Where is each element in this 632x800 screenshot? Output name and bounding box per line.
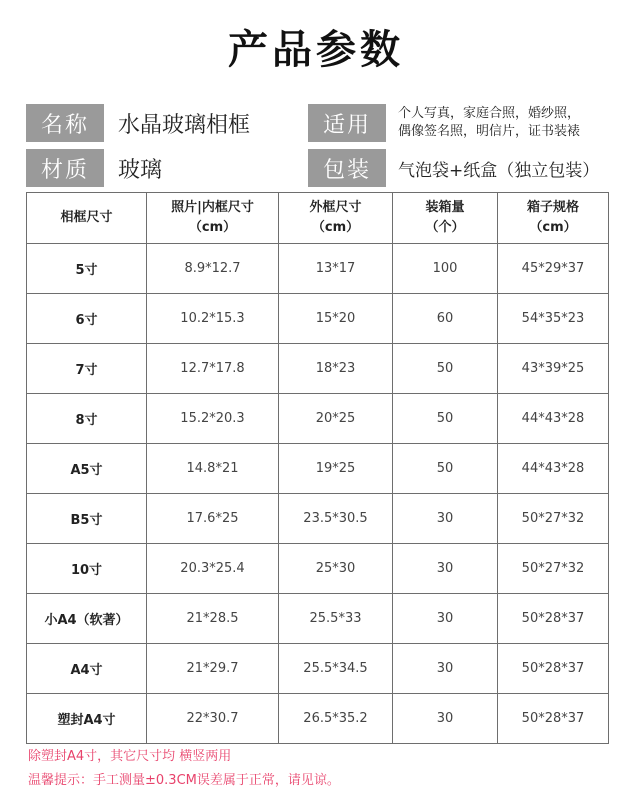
table-row bbox=[27, 594, 609, 644]
table-row bbox=[27, 494, 609, 544]
table-cell: 7寸 bbox=[27, 344, 147, 394]
name-value: 水晶玻璃相框 bbox=[118, 112, 251, 138]
table-cell: 14.8*21 bbox=[147, 444, 279, 494]
table-cell: 50*28*37 bbox=[498, 594, 609, 644]
table-row bbox=[27, 694, 609, 744]
table-cell: 19*25 bbox=[279, 444, 393, 494]
table-row bbox=[27, 444, 609, 494]
table-row bbox=[27, 644, 609, 694]
table-cell: 18*23 bbox=[279, 344, 393, 394]
table-cell: 50 bbox=[393, 394, 498, 444]
package-value: 气泡袋+纸盒（独立包装） bbox=[398, 160, 600, 181]
table-cell: 塑封A4寸 bbox=[27, 694, 147, 744]
table-cell: 25.5*33 bbox=[279, 594, 393, 644]
table-cell: 21*29.7 bbox=[147, 644, 279, 694]
table-cell: 100 bbox=[393, 244, 498, 294]
table-cell: 5寸 bbox=[27, 244, 147, 294]
table-cell: 30 bbox=[393, 644, 498, 694]
table-cell: 45*29*37 bbox=[498, 244, 609, 294]
table-cell: 20.3*25.4 bbox=[147, 544, 279, 594]
apply-label: 适用 bbox=[308, 104, 386, 142]
table-cell: 50 bbox=[393, 444, 498, 494]
header-outer-size: 外框尺寸 （cm） bbox=[279, 193, 393, 244]
header-box-qty: 装箱量 （个） bbox=[393, 193, 498, 244]
table-cell: 44*43*28 bbox=[498, 394, 609, 444]
header-frame-size: 相框尺寸 bbox=[27, 193, 147, 244]
material-value: 玻璃 bbox=[118, 157, 163, 183]
apply-value bbox=[398, 104, 580, 142]
table-cell: 30 bbox=[393, 544, 498, 594]
table-cell: 15.2*20.3 bbox=[147, 394, 279, 444]
note-tolerance: 温馨提示：手工测量±0.3CM误差属于正常，请见谅。 bbox=[28, 773, 340, 788]
table-cell: 50*27*32 bbox=[498, 544, 609, 594]
table-cell: 50*28*37 bbox=[498, 644, 609, 694]
note-orientation: 除塑封A4寸，其它尺寸均 横竖两用 bbox=[28, 749, 232, 764]
table-cell: 6寸 bbox=[27, 294, 147, 344]
table-cell: 13*17 bbox=[279, 244, 393, 294]
table-cell: 60 bbox=[393, 294, 498, 344]
table-cell: 25.5*34.5 bbox=[279, 644, 393, 694]
table-cell: 30 bbox=[393, 694, 498, 744]
table-cell: 50*28*37 bbox=[498, 694, 609, 744]
table-cell: 12.7*17.8 bbox=[147, 344, 279, 394]
table-header-row bbox=[27, 193, 609, 244]
table-cell: 44*43*28 bbox=[498, 444, 609, 494]
table-cell: 10.2*15.3 bbox=[147, 294, 279, 344]
table-cell: 30 bbox=[393, 594, 498, 644]
package-label: 包装 bbox=[308, 149, 386, 187]
table-cell: 10寸 bbox=[27, 544, 147, 594]
header-box-spec: 箱子规格 （cm） bbox=[498, 193, 609, 244]
table-row bbox=[27, 544, 609, 594]
name-label: 名称 bbox=[26, 104, 104, 142]
apply-line-2: 偶像签名照，明信片，证书装裱 bbox=[398, 124, 581, 139]
table-cell: 小A4（软著） bbox=[27, 594, 147, 644]
table-cell: 20*25 bbox=[279, 394, 393, 444]
notes bbox=[28, 745, 340, 793]
table-row bbox=[27, 294, 609, 344]
table-cell: 43*39*25 bbox=[498, 344, 609, 394]
table-cell: 50 bbox=[393, 344, 498, 394]
table-cell: 21*28.5 bbox=[147, 594, 279, 644]
table-row bbox=[27, 344, 609, 394]
table-cell: A4寸 bbox=[27, 644, 147, 694]
table-cell: 23.5*30.5 bbox=[279, 494, 393, 544]
table-cell: 25*30 bbox=[279, 544, 393, 594]
material-label: 材质 bbox=[26, 149, 104, 187]
table-cell: 17.6*25 bbox=[147, 494, 279, 544]
info-row-material bbox=[26, 149, 616, 187]
table-cell: 30 bbox=[393, 494, 498, 544]
table-row bbox=[27, 244, 609, 294]
table-cell: 26.5*35.2 bbox=[279, 694, 393, 744]
table-cell: A5寸 bbox=[27, 444, 147, 494]
apply-line-1: 个人写真，家庭合照，婚纱照， bbox=[398, 106, 581, 121]
table-cell: 8.9*12.7 bbox=[147, 244, 279, 294]
table-cell: 15*20 bbox=[279, 294, 393, 344]
table-cell: B5寸 bbox=[27, 494, 147, 544]
table-cell: 50*27*32 bbox=[498, 494, 609, 544]
header-inner-size: 照片|内框尺寸 （cm） bbox=[147, 193, 279, 244]
page-title: 产品参数 bbox=[228, 27, 404, 73]
spec-table bbox=[26, 192, 609, 744]
table-cell: 22*30.7 bbox=[147, 694, 279, 744]
table-row bbox=[27, 394, 609, 444]
table-cell: 8寸 bbox=[27, 394, 147, 444]
table-cell: 54*35*23 bbox=[498, 294, 609, 344]
info-row-name bbox=[26, 104, 616, 142]
